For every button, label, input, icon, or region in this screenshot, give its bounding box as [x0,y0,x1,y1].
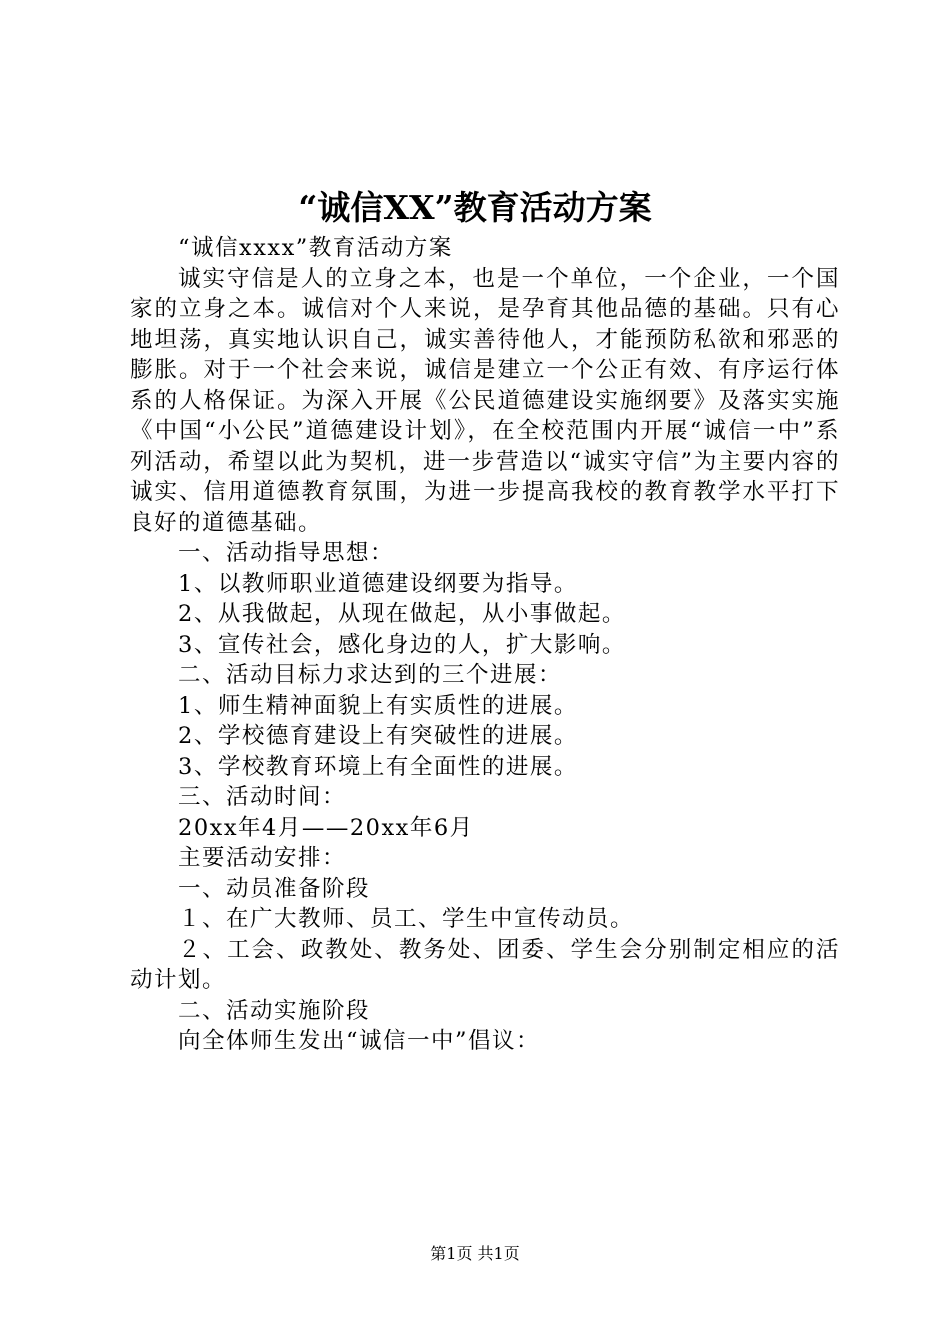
body-paragraph: 20xx年4月——20xx年6月 [178,814,474,841]
body-paragraph: “诚信xxxx”教育活动方案 [178,235,453,261]
body-paragraph: 向全体师生发出“诚信一中”倡议： [178,1028,541,1054]
section-heading: 主要活动安排： [178,845,347,871]
list-item: 3、学校教育环境上有全面性的进展。 [178,753,578,780]
list-item: 3、宣传社会，感化身边的人，扩大影响。 [178,631,626,658]
page-footer: 第1页 共1页 [430,1244,520,1263]
section-heading: 二、活动实施阶段 [178,997,371,1024]
list-item: １、在广大教师、员工、学生中宣传动员。 [178,906,635,932]
list-item: ２、工会、政教处、教务处、团委、学生会分别制定相应的活动计划。 [130,936,840,993]
section-heading: 三、活动时间： [178,784,347,810]
document-title: “诚信XX”教育活动方案 [298,188,652,227]
section-heading: 二、活动目标力求达到的三个进展： [178,662,563,688]
document-body [130,233,840,1057]
body-paragraph: 诚实守信是人的立身之本，也是一个单位，一个企业，一个国家的立身之本。诚信对个人来说，是孕育其他品德的基础。只有心地坦荡，真实地认识自己，诚实善待他人，才能预防私欲和邪恶的膨胀。对于一个社会来说，诚信是建立一个公正有效、有序运行体系的人格保证。为深入开展《公民道德建设实施纲要》及落实实施《中国“小公民”道德建设计划》，在全校范围内开展“诚信一中”系列活动，希望以此为契机，进一步营造以“诚实守信”为主要内容的诚实、信用道德教育氛围，为进一步提高我校的教育教学水平打下良好的道德基础。 [130,265,840,536]
list-item: 1、师生精神面貌上有实质性的进展。 [178,692,578,719]
list-item: 2、从我做起，从现在做起，从小事做起。 [178,601,626,627]
list-item: 2、学校德育建设上有突破性的进展。 [178,723,578,749]
list-item: 1、以教师职业道德建设纲要为指导。 [178,570,578,597]
section-heading: 一、动员准备阶段 [178,875,371,902]
section-heading: 一、活动指导思想： [178,540,395,566]
